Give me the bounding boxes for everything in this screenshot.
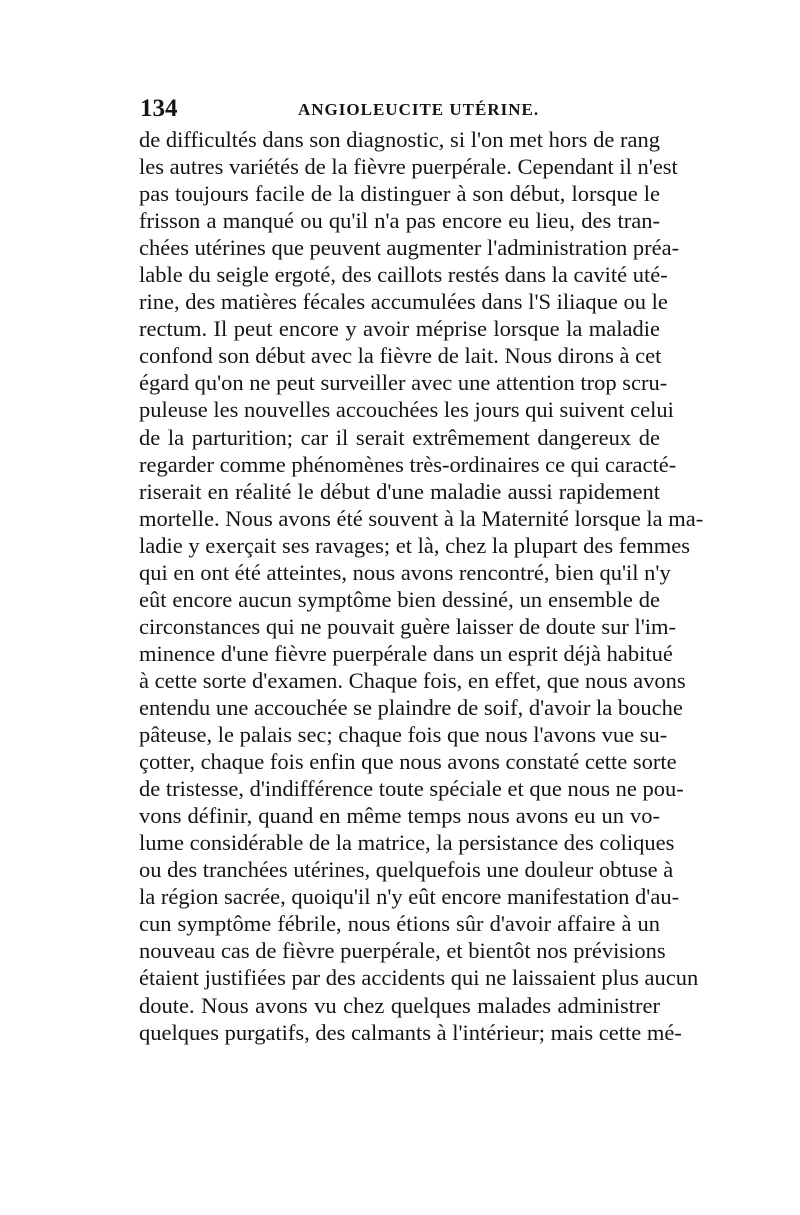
text-line: les autres variétés de la fièvre puerpérale. Cependant il n'est [139, 154, 678, 180]
text-line: pas toujours facile de la distinguer à son début, lorsque le [139, 181, 660, 207]
running-title: ANGIOLEUCITE UTÉRINE. [298, 100, 540, 119]
text-line: chées utérines que peuvent augmenter l'administration préa- [139, 235, 680, 261]
text-line: ou des tranchées utérines, quelquefois une douleur obtuse à [139, 857, 674, 883]
text-line: étaient justifiées par des accidents qui ne laissaient plus aucun [139, 965, 699, 991]
running-head [140, 94, 660, 124]
text-line: de la parturition; car il serait extrêmement dangereux de [139, 424, 660, 450]
text-line: ladie y exerçait ses ravages; et là, chez la plupart des femmes [139, 532, 690, 558]
text-line: puleuse les nouvelles accouchées les jours qui suivent celui [139, 397, 674, 423]
text-line: circonstances qui ne pouvait guère laisser de doute sur l'im- [139, 613, 677, 639]
text-line: nouveau cas de fièvre puerpérale, et bientôt nos prévisions [139, 938, 666, 964]
text-line: entendu une accouchée se plaindre de soif, d'avoir la bouche [139, 694, 683, 720]
page-number: 134 [140, 95, 178, 122]
text-line: lable du seigle ergoté, des caillots restés dans la cavité uté- [139, 262, 668, 288]
text-line: riserait en réalité le début d'une maladie aussi rapidement [139, 478, 660, 504]
text-line: eût encore aucun symptôme bien dessiné, un ensemble de [139, 586, 660, 612]
text-line: à cette sorte d'examen. Chaque fois, en effet, que nous avons [139, 667, 686, 693]
text-line: la région sacrée, quoiqu'il n'y eût encore manifestation d'au- [139, 884, 680, 910]
text-line: de tristesse, d'indifférence toute spéciale et que nous ne pou- [139, 776, 684, 802]
body-text [139, 126, 704, 1046]
text-line: confond son début avec la fièvre de lait. Nous dirons à cet [139, 343, 662, 369]
text-line: pâteuse, le palais sec; chaque fois que nous l'avons vue su- [139, 722, 668, 748]
text-line: mortelle. Nous avons été souvent à la Maternité lorsque la ma- [139, 505, 704, 531]
text-line: regarder comme phénomènes très-ordinaires ce qui caracté- [139, 451, 677, 477]
text-line: égard qu'on ne peut surveiller avec une attention trop scru- [139, 370, 668, 396]
text-line: qui en ont été atteintes, nous avons rencontré, bien qu'il n'y [139, 559, 671, 585]
text-line: frisson a manqué ou qu'il n'a pas encore eu lieu, des tran- [139, 208, 660, 234]
text-line: vons définir, quand en même temps nous avons eu un vo- [139, 803, 660, 829]
text-line: doute. Nous avons vu chez quelques malades administrer [139, 992, 660, 1018]
text-line: çotter, chaque fois enfin que nous avons constaté cette sorte [139, 749, 677, 775]
text-line: de difficultés dans son diagnostic, si l'on met hors de rang [139, 127, 660, 152]
text-line: quelques purgatifs, des calmants à l'intérieur; mais cette mé- [139, 1019, 682, 1045]
text-line: minence d'une fièvre puerpérale dans un esprit déjà habitué [139, 640, 673, 666]
text-line: lume considérable de la matrice, la persistance des coliques [139, 830, 675, 856]
text-line: rectum. Il peut encore y avoir méprise lorsque la maladie [139, 316, 660, 342]
text-line: rine, des matières fécales accumulées dans l'S iliaque ou le [139, 289, 668, 315]
text-line: cun symptôme fébrile, nous étions sûr d'avoir affaire à un [139, 911, 660, 937]
